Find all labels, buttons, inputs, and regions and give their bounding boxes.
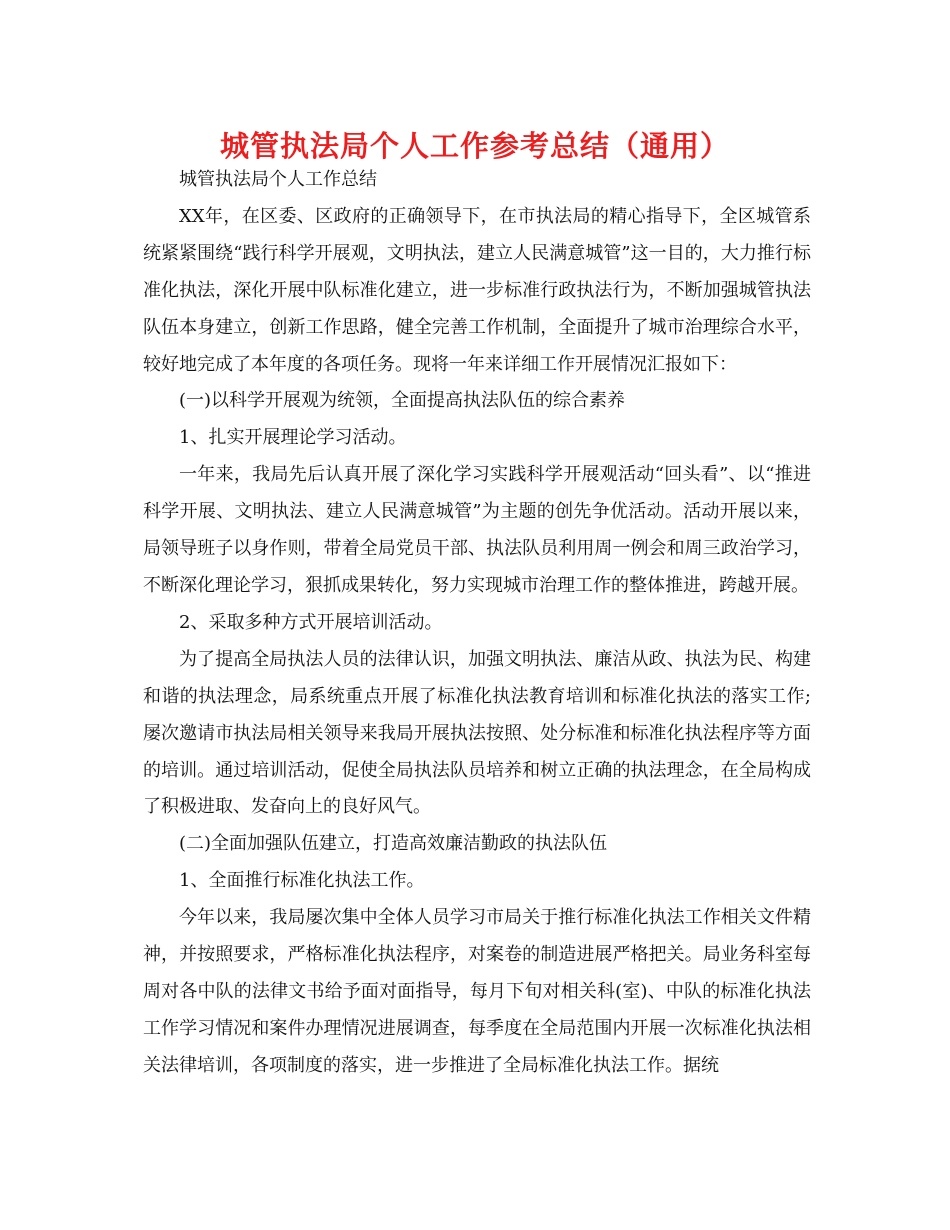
subheading-1-1: 1、扎实开展理论学习活动。: [179, 427, 407, 449]
document-title: 城管执法局个人工作参考总结（通用）: [219, 129, 730, 163]
subtitle-paragraph: 城管执法局个人工作总结: [179, 169, 377, 190]
body-paragraph-2-1: 今年以来，我局屡次集中全体人员学习市局关于推行标准化执法工作相关文件精神，并按照要求，严格标准化执法程序，对案卷的制造进展严格把关。局业务科室每周对各中队的法律文书给予面对面指导，每月下旬对相关科(室)、中队的标准化执法工作学习情况和案件办理情况进展调查，每季度在全局范围内开展一次标准化执法相关法律培训，各项制度的落实，进一步推进了全局标准化执法工作。据统: [143, 907, 811, 1076]
body-paragraph-1-2: 为了提高全局执法人员的法律认识，加强文明执法、廉洁从政、执法为民、构建和谐的执法理念，局系统重点开展了标准化执法教育培训和标准化执法的落实工作;屡次邀请市执法局相关领导来我局开展执法按照、处分标准和标准化执法程序等方面的培训。通过培训活动，促使全局执法队员培养和树立正确的执法理念，在全局构成了积极进取、发奋向上的良好风气。: [143, 648, 811, 818]
document-body: [143, 162, 811, 1085]
section-heading-2: (二)全面加强队伍建立，打造高效廉洁勤政的执法队伍: [179, 833, 608, 855]
subheading-1-2: 2、采取多种方式开展培训活动。: [179, 611, 443, 633]
body-paragraph-1-1: 一年来，我局先后认真开展了深化学习实践科学开展观活动“回头看”、以“推进科学开展、文明执法、建立人民满意城管”为主题的创先争优活动。活动开展以来，局领导班子以身作则，带着全局党员干部、执法队员利用周一例会和周三政治学习，不断深化理论学习，狠抓成果转化，努力实现城市治理工作的整体推进，跨越开展。: [143, 464, 811, 596]
subheading-2-1: 1、全面推行标准化执法工作。: [179, 870, 425, 892]
section-heading-1: (一)以科学开展观为统领，全面提高执法队伍的综合素养: [179, 390, 626, 412]
intro-paragraph: XX年，在区委、区政府的正确领导下，在市执法局的精心指导下，全区城管系统紧紧围绕“践行科学开展观，文明执法，建立人民满意城管”这一目的，大力推行标准化执法，深化开展中队标准化建立，进一步标准行政执法行为，不断加强城管执法队伍本身建立，创新工作思路，健全完善工作机制，全面提升了城市治理综合水平，较好地完成了本年度的各项任务。现将一年来详细工作开展情况汇报如下：: [143, 205, 811, 375]
